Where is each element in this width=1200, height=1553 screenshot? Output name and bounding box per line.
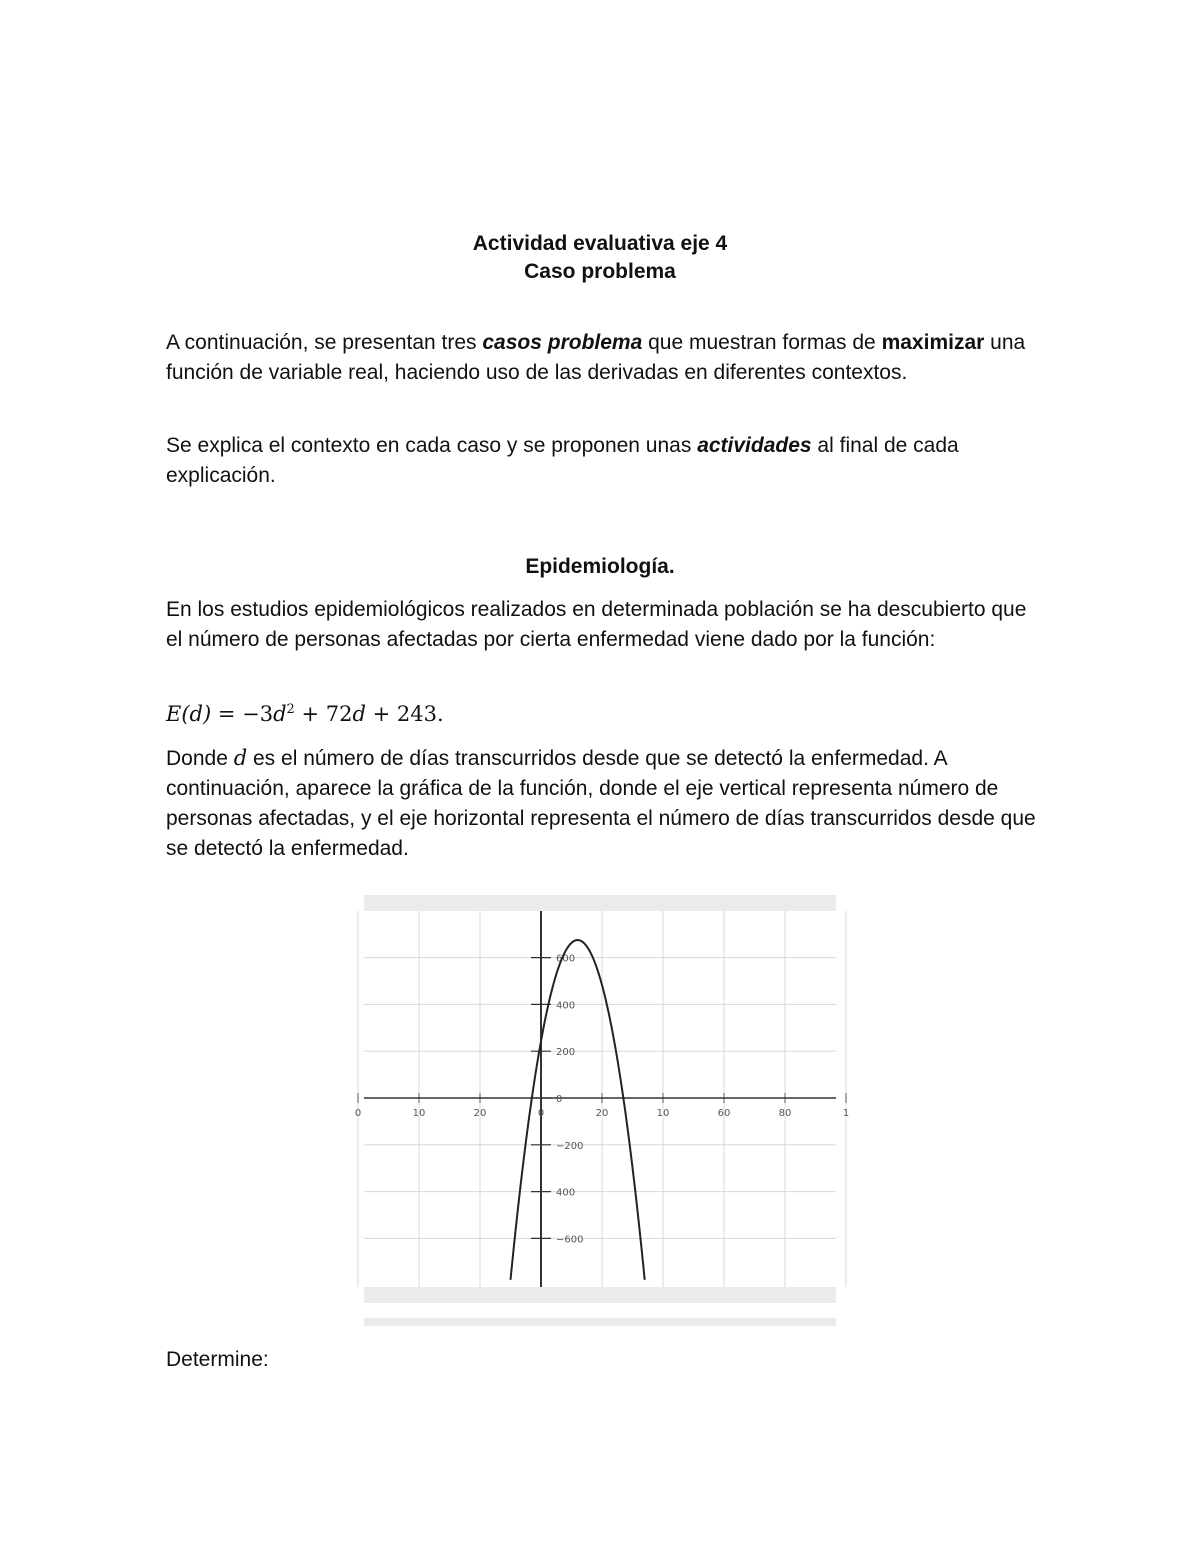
x-tick-label: 0 [537,1108,545,1119]
section-paragraph-1: En los estudios epidemiológicos realizados en determinada población se ha descubierto que el número de personas afectadas por cierta enfermedad viene dado por la función: [166,598,1027,651]
x-tick-label: 20 [473,1108,487,1119]
y-tick-label: 0 [556,1094,563,1105]
intro-paragraph-2: Se explica el contexto en cada caso y se proponen unas actividades al final de cada explicación. [166,434,959,487]
y-tick-label: −200 [556,1140,584,1152]
emphasis-actividades: actividades [697,434,812,457]
y-tick-label: −600 [556,1234,584,1246]
x-tick-label: 1 [842,1108,850,1119]
x-tick-label: 10 [656,1108,670,1119]
x-tick-label: 60 [717,1108,731,1119]
emphasis-casos-problema: casos problema [482,331,643,354]
emphasis-maximizar: maximizar [881,331,985,354]
function-graph-svg [354,895,850,1330]
y-tick-label: 200 [556,1047,576,1059]
x-tick-label: 10 [412,1108,426,1119]
section-heading: Epidemiología. [525,555,675,578]
function-formula: $E(d) = -3d^2 + 72d + 243$. [166,702,444,726]
function-graph [354,895,850,1330]
y-tick-label: 400 [556,1000,576,1012]
document-subtitle: Caso problema [524,260,676,283]
intro-paragraph-1: A continuación, se presentan tres casos problema que muestran formas de maximizar una función de variable real, haciendo uso de las derivadas en diferentes contextos. [166,331,1026,384]
section-paragraph-2: Donde d es el número de días transcurridos desde que se detectó la enfermedad. A continuación, aparece la gráfica de la función, donde el eje vertical representa número de personas afectadas, y el eje horizontal representa el número de días transcurridos desde que se detectó la enfermedad. [166,746,1036,860]
y-tick-label: 400 [556,1187,576,1199]
variable-d: d [233,746,248,770]
document-title: Actividad evaluativa eje 4 [472,232,728,255]
x-tick-label: 80 [778,1108,792,1119]
x-tick-label: 20 [595,1108,609,1119]
y-tick-label: 600 [556,953,576,965]
x-tick-label: 0 [354,1108,362,1119]
closing-prompt: Determine: [166,1348,269,1371]
